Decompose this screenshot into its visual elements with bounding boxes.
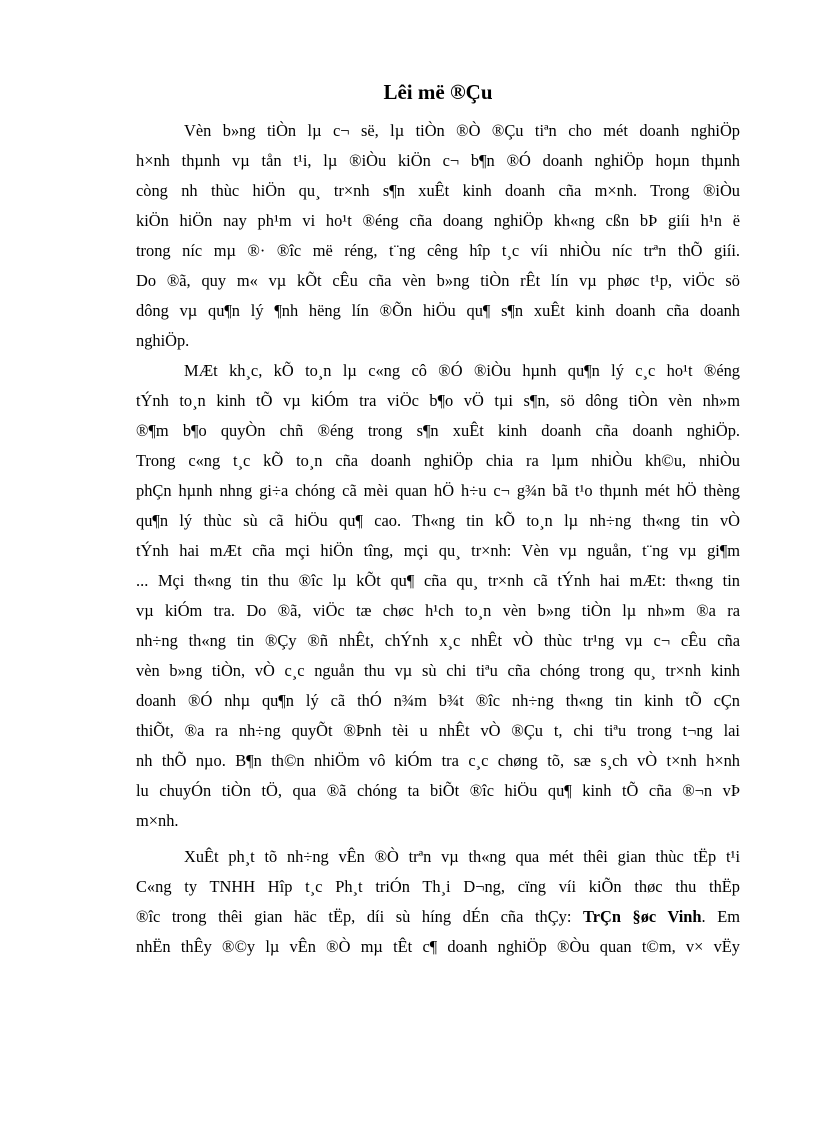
text-line: MÆt kh¸c, kÕ to¸n lµ c«ng cô ®Ó ®iÒu hµnh qu¶n lý c¸c ho¹t ®éng xyxy=(184,361,740,380)
paragraph-2 xyxy=(136,356,740,836)
text-line: lu chuyÓn tiÒn tÖ, qua ®ã chóng ta biÕt ®îc hiÖu qu¶ kinh tÕ cña ®¬n vÞ xyxy=(136,781,740,800)
text-line: h×nh thµnh vµ tån t¹i, lµ ®iÒu kiÖn c¬ b¶n ®Ó doanh nghiÖp hoµn thµnh xyxy=(136,151,740,170)
text-line: tÝnh to¸n kinh tÕ vµ kiÓm tra viÖc b¶o vÖ tµi s¶n, sö dông tiÒn vèn nh»m xyxy=(136,391,740,410)
text-line: tÝnh hai mÆt cña mçi hiÖn tîng, mçi qu¸ tr×nh: Vèn vµ nguån, t¨ng vµ gi¶m xyxy=(136,541,740,560)
text-line: nghiÖp. xyxy=(136,331,190,350)
text-line: Vèn b»ng tiÒn lµ c¬ së, lµ tiÒn ®Ò ®Çu tiªn cho mét doanh nghiÖp xyxy=(184,121,740,140)
text-line: vµ kiÓm tra. Do ®ã, viÖc tæ chøc h¹ch to¸n vèn b»ng tiÒn lµ nh»m ®a ra xyxy=(136,601,740,620)
text-line: XuÊt ph¸t tõ nh÷ng vÊn ®Ò trªn vµ th«ng qua mét thêi gian thùc tËp t¹i xyxy=(184,847,740,866)
text-line: ®¶m b¶o quyÒn chñ ®éng trong s¶n xuÊt kinh doanh cña doanh nghiÖp. xyxy=(136,421,740,440)
text-line: Trong c«ng t¸c kÕ to¸n cña doanh nghiÖp chia ra lµm nhiÒu kh©u, nhiÒu xyxy=(136,451,740,470)
text-line: kiÖn hiÖn nay ph¹m vi ho¹t ®éng cña doang nghiÖp kh«ng cßn bÞ giíi h¹n ë xyxy=(136,211,740,230)
text-line: nhËn thÊy ®©y lµ vÊn ®Ò mµ tÊt c¶ doanh nghiÖp ®Òu quan t©m, v× vËy xyxy=(136,937,740,956)
text-line: qu¶n lý thùc sù cã hiÖu qu¶ cao. Th«ng tin kÕ to¸n lµ nh÷ng th«ng tin vÒ xyxy=(136,511,740,530)
text-line: thiÕt, ®a ra nh÷ng quyÕt ®Þnh tèi u nhÊt vÒ ®Çu t, chi tiªu trong t¬ng lai xyxy=(136,721,740,740)
text-fragment: ®îc trong thêi gian häc tËp, díi sù híng dÉn cña thÇy: xyxy=(136,907,583,926)
text-line: trong níc mµ ®· ®îc më réng, t¨ng cêng hîp t¸c víi nhiÒu níc trªn thÕ giíi. xyxy=(136,241,740,260)
text-line: ... Mçi th«ng tin thu ®îc lµ kÕt qu¶ cña qu¸ tr×nh cã tÝnh hai mÆt: th«ng tin xyxy=(136,571,740,590)
text-line: dông vµ qu¶n lý ¶nh hëng lín ®Õn hiÖu qu¶ s¶n xuÊt kinh doanh cña doanh xyxy=(136,301,740,320)
advisor-name: TrÇn §øc Vinh xyxy=(583,907,702,926)
text-line: nh thÕ nµo. B¶n th©n nhiÖm vô kiÓm tra c¸c chøng tõ, sæ s¸ch vÒ t×nh h×nh xyxy=(136,751,740,770)
document-title: Lêi më ®Çu xyxy=(383,80,493,104)
text-line-with-name xyxy=(136,902,740,932)
text-line: m×nh. xyxy=(136,811,179,830)
text-line: phÇn hµnh nhng gi÷a chóng cã mèi quan hÖ h÷u c¬ g¾n bã t¹o thµnh mét hÖ thèng xyxy=(136,481,740,500)
text-line: còng nh thùc hiÖn qu¸ tr×nh s¶n xuÊt kinh doanh cña m×nh. Trong ®iÒu xyxy=(136,181,740,200)
document-body xyxy=(136,116,740,962)
text-fragment: . Em xyxy=(701,907,740,926)
text-line: nh÷ng th«ng tin ®Çy ®ñ nhÊt, chÝnh x¸c nhÊt vÒ thùc tr¹ng vµ c¬ cÊu cña xyxy=(136,631,740,650)
text-line: doanh ®Ó nhµ qu¶n lý cã thÓ n¾m b¾t ®îc nh÷ng th«ng tin kinh tÕ cÇn xyxy=(136,691,740,710)
text-line: Do ®ã, quy m« vµ kÕt cÊu cña vèn b»ng tiÒn rÊt lín vµ phøc t¹p, viÖc sö xyxy=(136,271,740,290)
paragraph-1 xyxy=(136,116,740,356)
paragraph-3 xyxy=(136,842,740,962)
text-line: C«ng ty TNHH Hîp t¸c Ph¸t triÓn Th¸i D¬ng, cïng víi kiÕn thøc thu thËp xyxy=(136,877,740,896)
text-line: vèn b»ng tiÒn, vÒ c¸c nguån thu vµ sù chi tiªu cña chóng trong qu¸ tr×nh kinh xyxy=(136,661,740,680)
